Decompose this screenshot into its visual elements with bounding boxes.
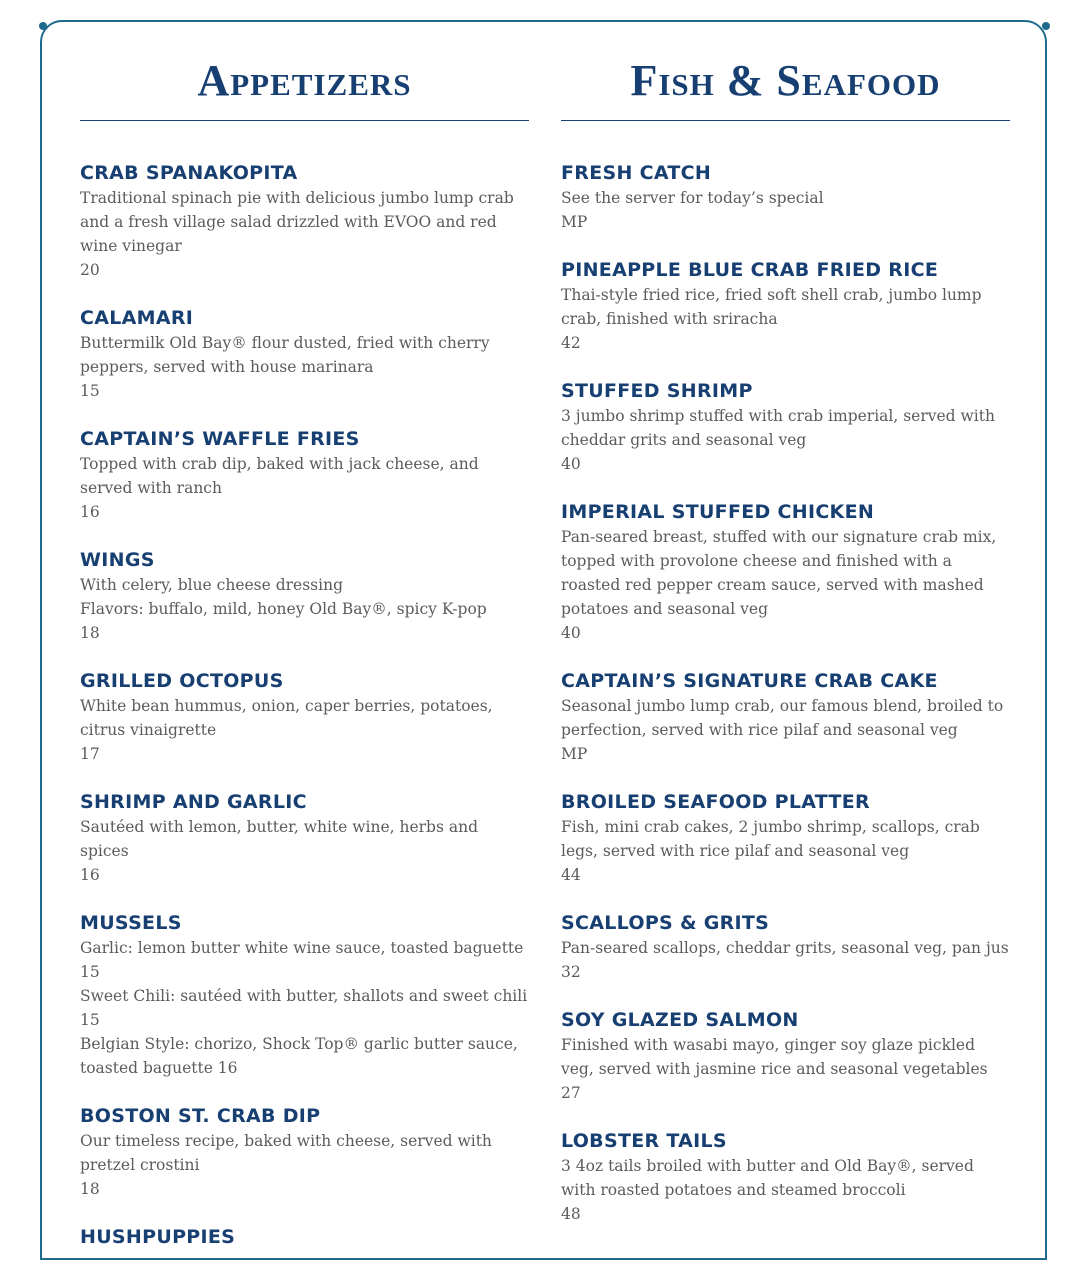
item-description: 3 4oz tails broiled with butter and Old Bay®, served with roasted potatoes and steamed broccoli xyxy=(561,1157,974,1199)
menu-item xyxy=(561,257,1010,355)
mussels-sweet-chili-price: 15 xyxy=(80,1011,100,1029)
item-price: 16 xyxy=(80,866,100,884)
item-name: STUFFED SHRIMP xyxy=(561,380,753,402)
item-name: CRAB SPANAKOPITA xyxy=(80,162,298,184)
menu-item xyxy=(561,1128,1010,1226)
menu-item xyxy=(80,547,529,645)
item-description: 3 jumbo shrimp stuffed with crab imperial, served with cheddar grits and seasonal veg xyxy=(561,407,995,449)
item-description: Pan-seared scallops, cheddar grits, seasonal veg, pan jus xyxy=(561,939,1009,957)
item-name: CAPTAIN’S SIGNATURE CRAB CAKE xyxy=(561,670,938,692)
item-name: MUSSELS xyxy=(80,912,182,934)
item-description: With celery, blue cheese dressing xyxy=(80,576,344,594)
menu-item xyxy=(561,378,1010,476)
item-name: HUSHPUPPIES xyxy=(80,1226,236,1248)
item-price: 17 xyxy=(80,745,100,763)
item-description: See the server for today’s special xyxy=(561,189,824,207)
item-price: MP xyxy=(561,213,588,231)
item-name: CAPTAIN’S WAFFLE FRIES xyxy=(80,428,360,450)
item-price: MP xyxy=(561,745,588,763)
menu-item xyxy=(561,160,1010,234)
item-name: LOBSTER TAILS xyxy=(561,1130,727,1152)
item-price: 18 xyxy=(80,624,100,642)
item-flavors: Flavors: buffalo, mild, honey Old Bay®, spicy K-pop xyxy=(80,600,487,618)
appetizers-title: Appetizers xyxy=(197,56,412,105)
item-name: PINEAPPLE BLUE CRAB FRIED RICE xyxy=(561,259,939,281)
item-name: WINGS xyxy=(80,549,155,571)
item-price: 42 xyxy=(561,334,581,352)
item-name: BROILED SEAFOOD PLATTER xyxy=(561,791,870,813)
menu-item xyxy=(80,1224,529,1250)
item-description: Fish, mini crab cakes, 2 jumbo shrimp, scallops, crab legs, served with rice pilaf and seasonal veg xyxy=(561,818,980,860)
item-name: SOY GLAZED SALMON xyxy=(561,1009,799,1031)
item-description: Seasonal jumbo lump crab, our famous blend, broiled to perfection, served with rice pilaf and seasonal veg xyxy=(561,697,1004,739)
appetizers-column xyxy=(80,52,529,1273)
item-description: Pan-seared breast, stuffed with our signature crab mix, topped with provolone cheese and finished with a roasted red pepper cream sauce, served with mashed potatoes and seasonal veg xyxy=(561,528,997,618)
corner-dot-right xyxy=(1042,22,1050,30)
item-price: 32 xyxy=(561,963,581,981)
item-name: BOSTON ST. CRAB DIP xyxy=(80,1105,321,1127)
menu-item xyxy=(561,1007,1010,1105)
seafood-list xyxy=(561,160,1010,1226)
item-name: SCALLOPS & GRITS xyxy=(561,912,770,934)
item-name: SHRIMP AND GARLIC xyxy=(80,791,307,813)
menu-item xyxy=(80,789,529,887)
item-price: 40 xyxy=(561,624,581,642)
menu-item xyxy=(561,789,1010,887)
item-name: IMPERIAL STUFFED CHICKEN xyxy=(561,501,875,523)
item-description: Thai-style fried rice, fried soft shell crab, jumbo lump crab, finished with sriracha xyxy=(561,286,982,328)
item-price: 40 xyxy=(561,455,581,473)
item-description: Buttermilk Old Bay® flour dusted, fried with cherry peppers, served with house marinara xyxy=(80,334,490,376)
item-description: Topped with crab dip, baked with jack cheese, and served with ranch xyxy=(80,455,479,497)
mussels-garlic-price: 15 xyxy=(80,963,100,981)
mussels-garlic: Garlic: lemon butter white wine sauce, toasted baguette xyxy=(80,939,524,957)
corner-dot-left xyxy=(39,22,47,30)
menu-item xyxy=(80,1103,529,1201)
item-description: Traditional spinach pie with delicious jumbo lump crab and a fresh village salad drizzled with EVOO and red wine vinegar xyxy=(80,189,514,255)
menu-item xyxy=(80,426,529,524)
seafood-title: Fish & Seafood xyxy=(630,56,941,105)
appetizers-list xyxy=(80,160,529,1250)
menu-item xyxy=(561,910,1010,984)
item-price: 27 xyxy=(561,1084,581,1102)
menu-item xyxy=(80,910,529,1080)
mussels-sweet-chili: Sweet Chili: sautéed with butter, shallots and sweet chili xyxy=(80,987,528,1005)
menu-item xyxy=(80,668,529,766)
menu-item xyxy=(80,305,529,403)
item-price: 48 xyxy=(561,1205,581,1223)
item-name: CALAMARI xyxy=(80,307,194,329)
item-price: 18 xyxy=(80,1180,100,1198)
menu-item xyxy=(561,668,1010,766)
menu-item xyxy=(80,160,529,282)
item-price: 44 xyxy=(561,866,581,884)
item-description: White bean hummus, onion, caper berries, potatoes, citrus vinaigrette xyxy=(80,697,493,739)
item-price: 16 xyxy=(80,503,100,521)
mussels-belgian: Belgian Style: chorizo, Shock Top® garlic butter sauce, toasted baguette 16 xyxy=(80,1035,518,1077)
item-price: 20 xyxy=(80,261,100,279)
item-name: GRILLED OCTOPUS xyxy=(80,670,284,692)
appetizers-divider xyxy=(80,120,529,121)
seafood-divider xyxy=(561,120,1010,121)
menu-item xyxy=(561,499,1010,645)
item-price: 15 xyxy=(80,382,100,400)
item-description: Finished with wasabi mayo, ginger soy glaze pickled veg, served with jasmine rice and seasonal vegetables xyxy=(561,1036,988,1078)
item-name: FRESH CATCH xyxy=(561,162,712,184)
seafood-column xyxy=(561,52,1010,1249)
item-description: Our timeless recipe, baked with cheese, served with pretzel crostini xyxy=(80,1132,492,1174)
item-description: Sautéed with lemon, butter, white wine, herbs and spices xyxy=(80,818,479,860)
